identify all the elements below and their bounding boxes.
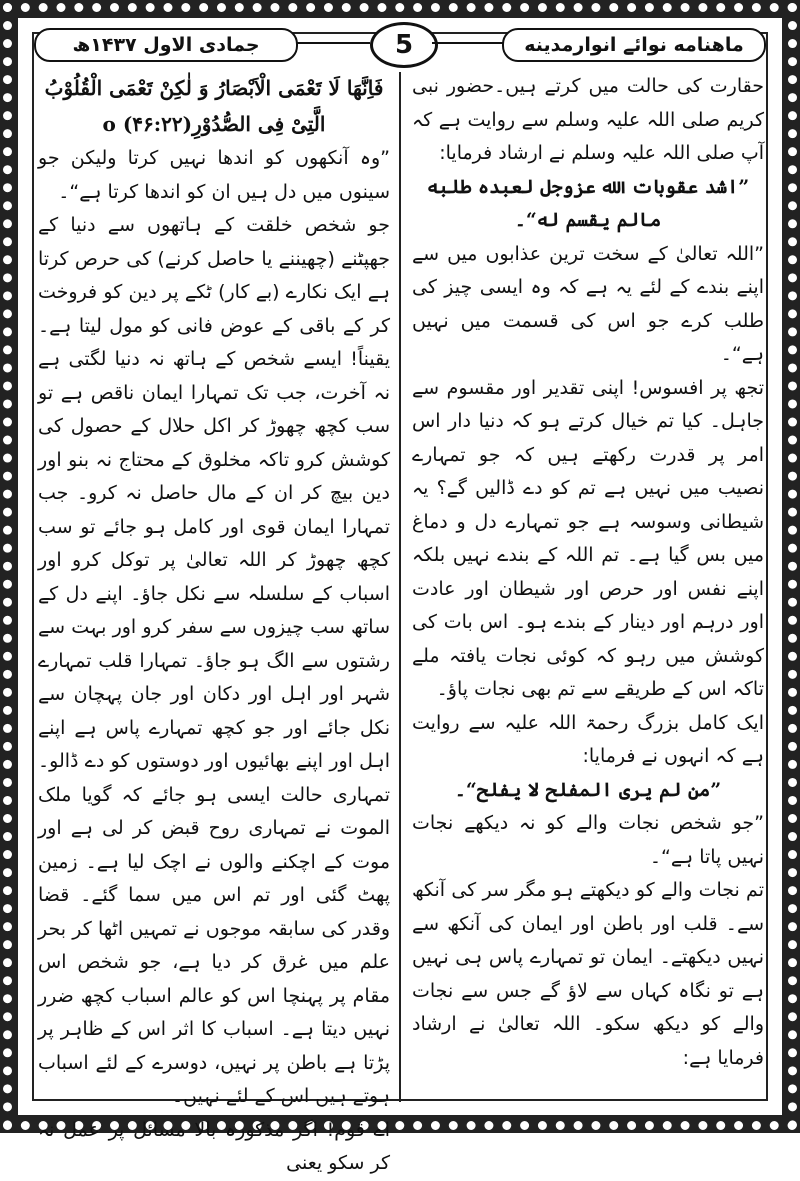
column-divider: [399, 72, 401, 1102]
paragraph: ”اللہ تعالیٰ کے سخت ترین عذابوں میں سے اپنے بندے کے لئے یہ ہے کہ وہ ایسی چیز کی طلب کرے جو اس کی قسمت میں نہیں ہے“۔: [412, 242, 764, 365]
left-column: [38, 70, 390, 1174]
magazine-title: ماهنامه نوائے انوارمدینه: [502, 28, 766, 62]
paragraph: تجھ پر افسوس! اپنی تقدیر اور مقسوم سے جاہل۔ کیا تم خیال کرتے ہو کہ دنیا دار اس امر پر قدرت رکھتے ہیں کہ جو تمہارے نصیب میں نہیں ہے تم کو دے ڈالیں گے؟ یہ شیطانی وسوسہ ہے جو تمہارے دل و دماغ میں بس گیا ہے۔ تم اللہ کے بندے نہیں بلکہ اپنے نفس اور حرص اور شیطان اور عادت اور درہم اور دینار کے بندے ہو۔ اس بات کی کوشش میں رہو کہ کوئی نجات یافتہ ملے تاکہ اس کے طریقے سے تم بھی نجات پاؤ۔: [412, 376, 764, 700]
paragraph: ”جو شخص نجات والے کو نہ دیکھے نجات نہیں پاتا ہے“۔: [412, 812, 764, 868]
header-rule-left: [296, 42, 370, 44]
paragraph: ”وہ آنکھوں کو اندھا نہیں کرتا ولیکن جو سینوں میں دل ہیں ان کو اندھا کرتا ہے“۔: [38, 147, 390, 203]
arabic-quote: ”اشد عقوبات الله عزوجل لعبده طلبه مالم يقسم له“۔: [426, 175, 750, 231]
header-rule-right: [432, 42, 506, 44]
right-column: [412, 70, 764, 1100]
arabic-quote: ”من لم يرى المفلح لا يفلح“۔: [454, 778, 722, 801]
paragraph: اے قوم! اگر مذکورہ بالا مسائل پر عمل نہ کر سکو یعنی: [38, 1118, 390, 1174]
paragraph: حقارت کی حالت میں کرتے ہیں۔حضور نبی کریم صلی اللہ علیہ وسلم سے روایت ہے کہ آپ صلی اللہ علیہ وسلم نے ارشاد فرمایا:: [412, 75, 764, 164]
paragraph: تم نجات والے کو دیکھتے ہو مگر سر کی آنکھ سے۔ قلب اور باطن اور ایمان کی آنکھ سے نہیں دیکھتے۔ ایمان تو تمہارے پاس ہی نہیں ہے تو نگاہ کہاں سے لاؤ گے جس سے نجات والے کو دیکھ سکو۔ اللہ تعالیٰ نے ارشاد فرمایا ہے:: [412, 879, 764, 1069]
page-number: 5: [370, 22, 438, 68]
issue-date: جمادی الاول ۱۴۳۷ھ: [34, 28, 298, 62]
quran-verse: فَاِنَّھَا لَا تَعْمَی الْاَبْصَارُ وَ لٰکِنْ تَعْمَی الْقُلُوْبُ الَّتِیْ فِی الصُّدُوْرِo (۴۶:۲۲): [44, 76, 384, 136]
paragraph: جو شخص خلقت کے ہاتھوں سے دنیا کے جھپٹنے (چھیننے یا حاصل کرنے) کی حرص کرتا ہے ایک نکارے (بے کار) ٹکے پر دین کو فروخت کر کے باقی کے عوض فانی کو مول لیتا ہے۔ یقیناً! ایسے شخص کے ہاتھ نہ دنیا لگتی ہے نہ آخرت، جب تک تمہارا ایمان ناقص ہے تو سب کچھ چھوڑ کر اکل حلال کے حصول کی کوشش کرو تاکہ مخلوق کے محتاج نہ بنو اور دین بیچ کر ان کے مال حاصل نہ کرو۔ جب تمہارا ایمان قوی اور کامل ہو جائے تو سب کچھ چھوڑ کر اللہ تعالیٰ پر توکل کرو اور اسباب کے سلسلہ سے نکل جاؤ۔ اپنے دل کے ساتھ سب چیزوں سے سفر کرو اور بہت سے رشتوں سے الگ ہو جاؤ۔ تمہارا قلب تمہارے شہر اور اہل اور دکان اور جان پہچان سے نکل جائے اور جو کچھ تمہارے پاس ہے اپنے اہل اور اپنے بھائیوں اور دوستوں کو دے ڈالو۔ تمہاری حالت ایسی ہو جائے کہ گویا ملک الموت نے تمہاری روح قبض کر لی ہے اور موت کے اچکنے والوں نے اچک لیا ہے۔ زمین پھٹ گئی اور تم اس میں سما گئے۔ قضا وقدر کی سابقہ موجوں نے تمہیں اٹھا کر بحر علم میں غرق کر دیا ہے، جو شخص اس مقام پر پہنچا اس کو عالم اسباب کچھ ضرر نہیں دیتا ہے۔ اسباب کا اثر اس کے ظاہر پر پڑتا ہے باطن پر نہیں، دوسرے کے لئے اسباب ہوتے ہیں اس کے لئے نہیں۔: [38, 214, 390, 1107]
paragraph: ایک کامل بزرگ رحمۃ اللہ علیہ سے روایت ہے کہ انہوں نے فرمایا:: [412, 711, 764, 767]
page-header: [34, 22, 766, 68]
